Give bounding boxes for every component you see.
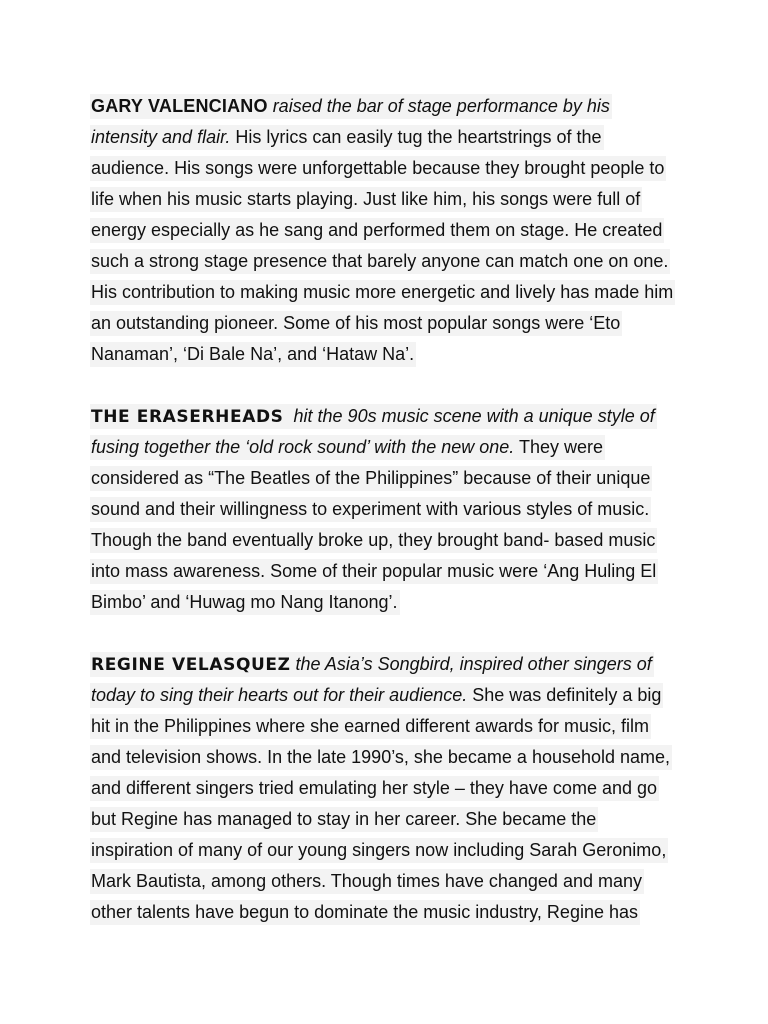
text-line: REGINE VELASQUEZ the Asia’s Songbird, inspired other singers of (91, 654, 652, 675)
text-line: hit in the Philippines where she earned different awards for music, film (90, 711, 690, 742)
text-line: fusing together the ‘old rock sound’ with the new one. They were (90, 432, 690, 463)
paragraph-eraserheads (90, 401, 690, 618)
paragraph-gary-valenciano (90, 91, 690, 370)
text-line: Though the band eventually broke up, they brought band- based music (90, 525, 690, 556)
artist-name: GARY VALENCIANO (91, 96, 268, 116)
text-line: and television shows. In the late 1990’s, she became a household name, (90, 742, 690, 773)
text-line: such a strong stage presence that barely anyone can match one on one. (90, 246, 690, 277)
text-line: into mass awareness. Some of their popular music were ‘Ang Huling El (90, 556, 690, 587)
document-body (90, 91, 690, 959)
text-line: considered as “The Beatles of the Philippines” because of their unique (90, 463, 690, 494)
text-line: Bimbo’ and ‘Huwag mo Nang Itanong’. (90, 587, 690, 618)
text-line: an outstanding pioneer. Some of his most popular songs were ‘Eto (90, 308, 690, 339)
text-line: His contribution to making music more energetic and lively has made him (90, 277, 690, 308)
artist-name: THE ERASERHEADS (91, 407, 284, 427)
text-line: sound and their willingness to experiment with various styles of music. (90, 494, 690, 525)
paragraph-regine-velasquez (90, 649, 690, 928)
text-line: other talents have begun to dominate the music industry, Regine has (90, 897, 690, 928)
text-line: today to sing their hearts out for their audience. She was definitely a big (90, 680, 690, 711)
text-line: THE ERASERHEADS hit the 90s music scene with a unique style of (91, 406, 655, 427)
text-line: but Regine has managed to stay in her career. She became the (90, 804, 690, 835)
text-line: GARY VALENCIANO raised the bar of stage performance by his (90, 91, 690, 122)
artist-name: REGINE VELASQUEZ (91, 655, 291, 675)
text-line: Nanaman’, ‘Di Bale Na’, and ‘Hataw Na’. (90, 339, 690, 370)
text-line: energy especially as he sang and performed them on stage. He created (90, 215, 690, 246)
text-line: audience. His songs were unforgettable because they brought people to (90, 153, 690, 184)
text-line: life when his music starts playing. Just like him, his songs were full of (90, 184, 690, 215)
text-line: inspiration of many of our young singers now including Sarah Geronimo, (90, 835, 690, 866)
text-line: intensity and flair. His lyrics can easily tug the heartstrings of the (90, 122, 690, 153)
text-line: and different singers tried emulating her style – they have come and go (90, 773, 690, 804)
text-line: Mark Bautista, among others. Though times have changed and many (90, 866, 690, 897)
